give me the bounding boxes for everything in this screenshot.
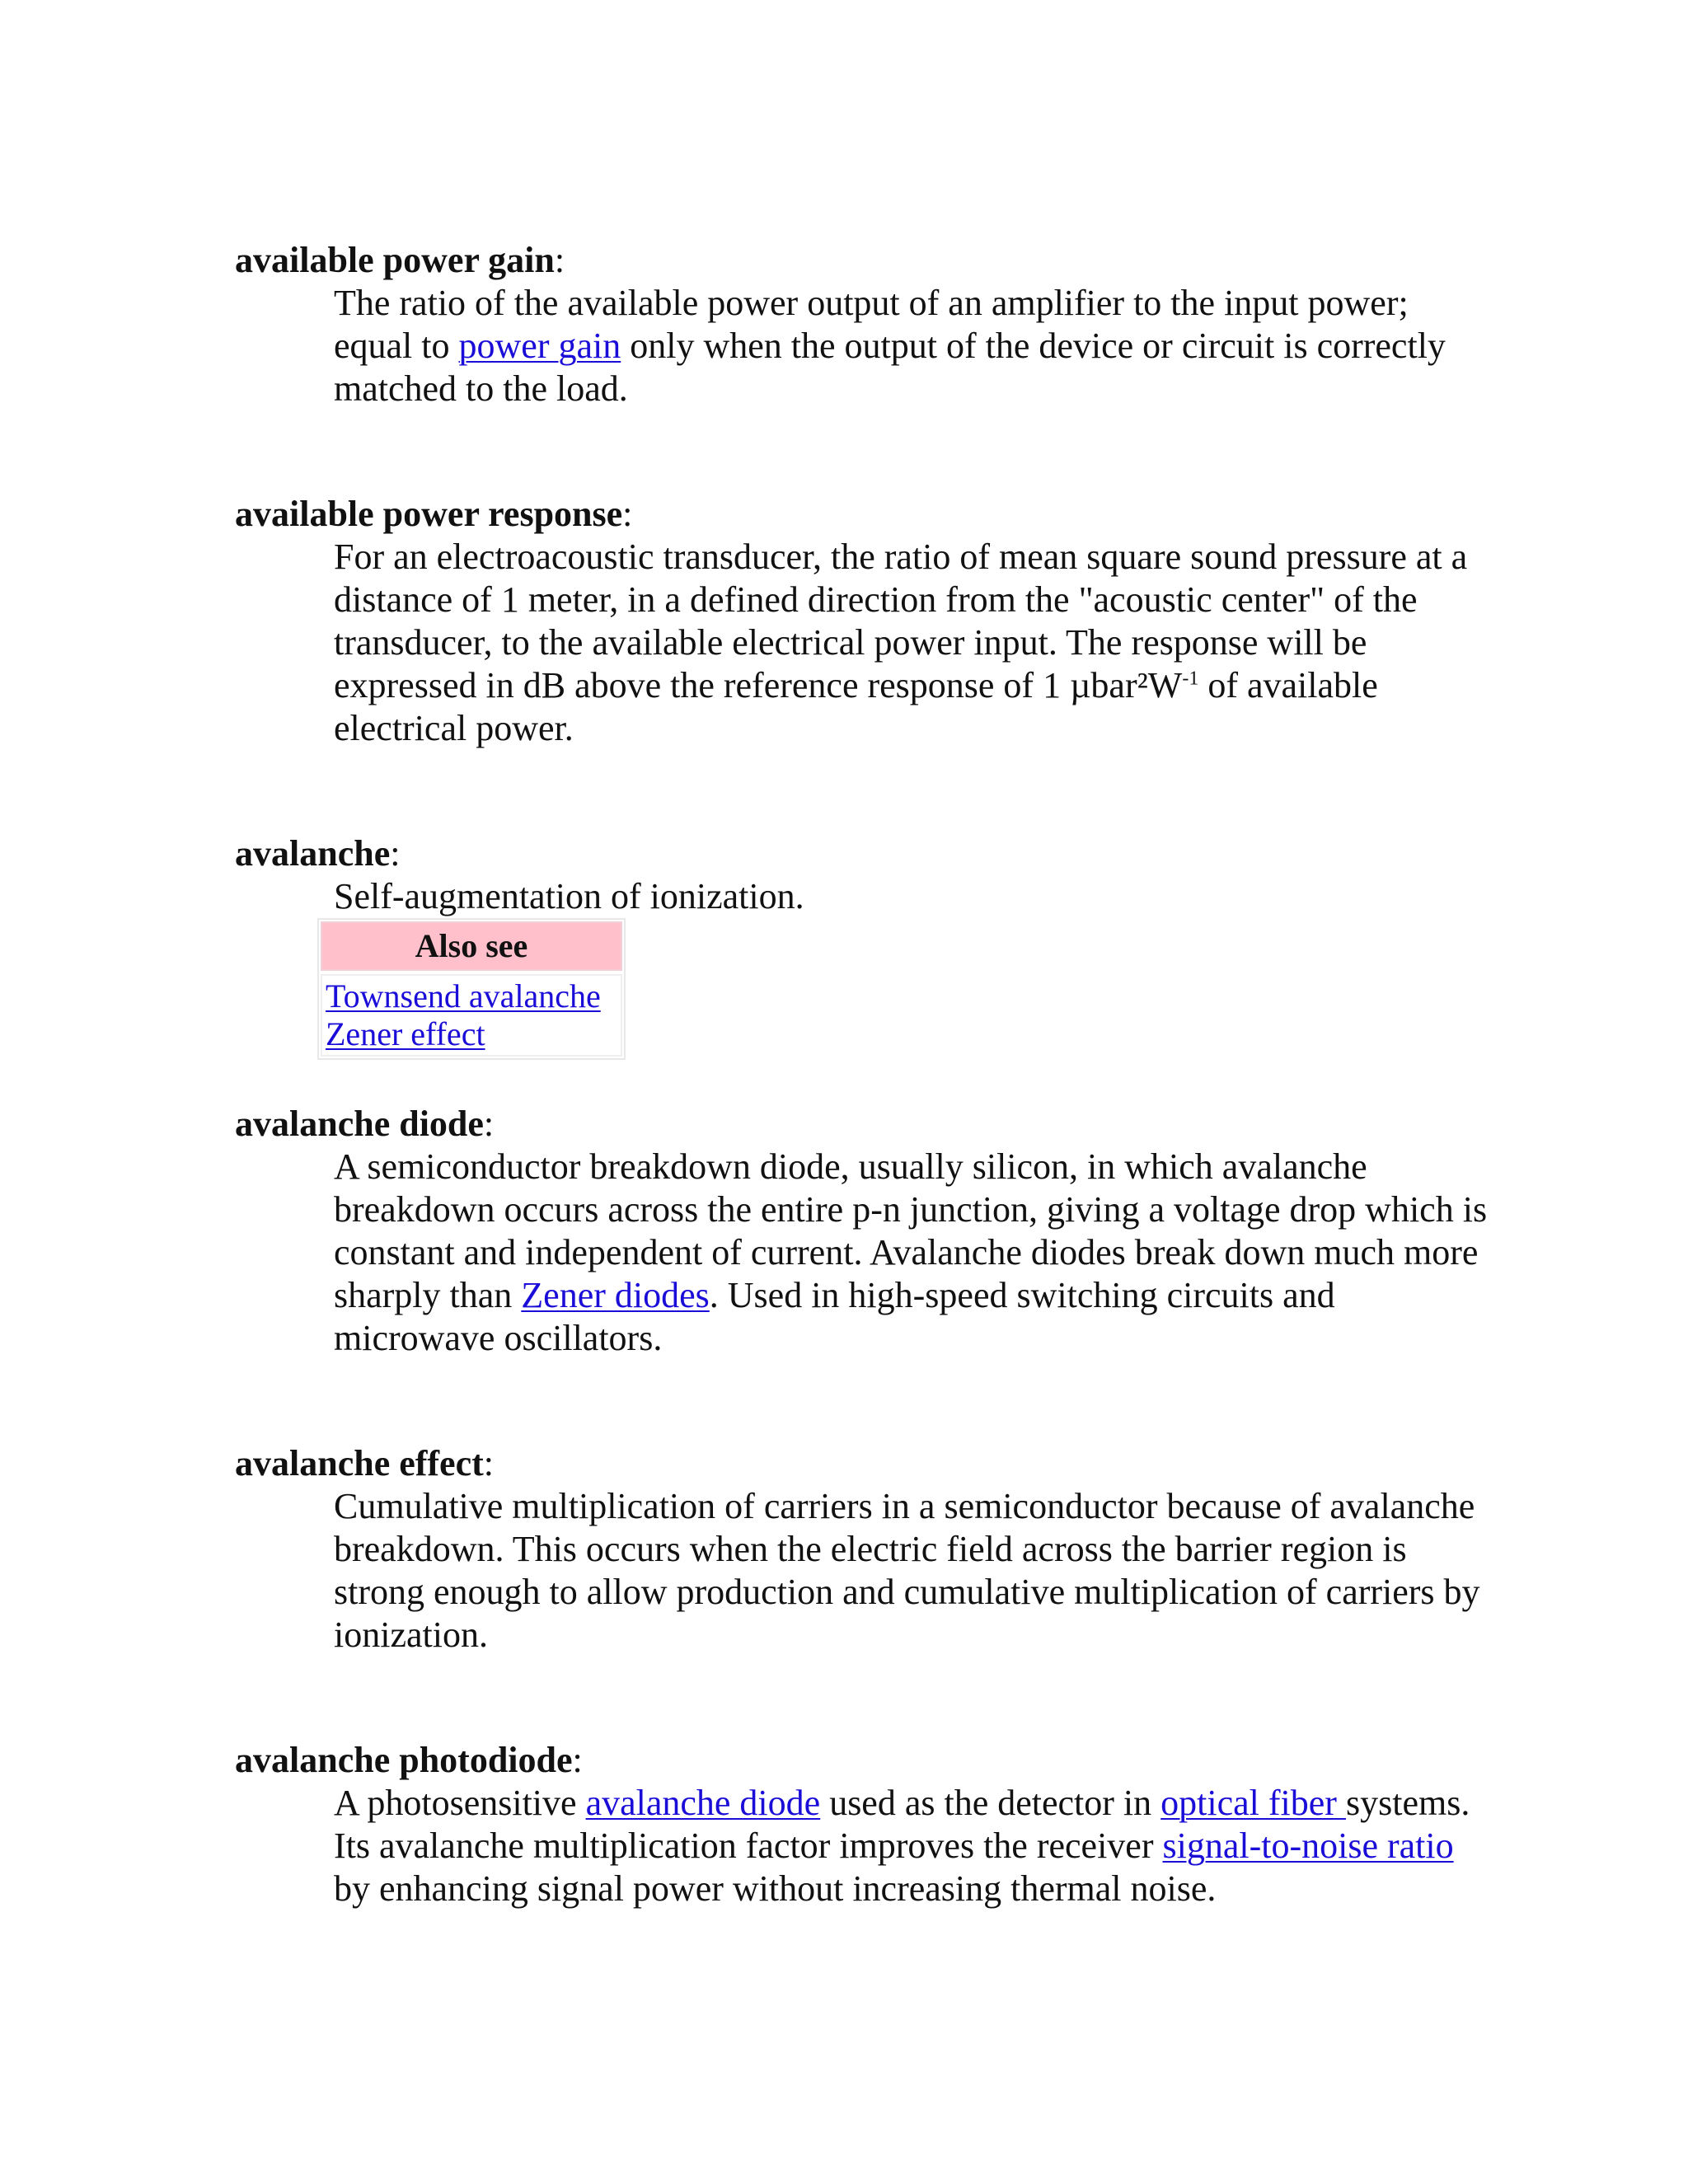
term-colon: : xyxy=(390,833,401,874)
entry-definition xyxy=(334,1782,1488,1910)
entry-definition xyxy=(334,875,1488,918)
entry-term xyxy=(235,1103,1488,1146)
spacer xyxy=(235,1060,1488,1103)
entry-definition xyxy=(334,1485,1488,1657)
spacer xyxy=(235,1360,1488,1442)
term-text: avalanche diode xyxy=(235,1104,484,1144)
link-signal-to-noise-ratio[interactable]: signal-to-noise ratio xyxy=(1162,1825,1454,1866)
definition-text: For an electroacoustic transducer, the ratio of mean square sound pressure at a distance of 1 meter, in a defined direction from the "acoustic center" of the transducer, to the available electrical power input. The response will be expressed in dB above the reference response of 1 µbar²W xyxy=(334,537,1468,705)
definition-text: used as the detector in xyxy=(820,1783,1161,1823)
definition-text: A semiconductor breakdown diode, usually silicon, in which avalanche breakdown occurs across the entire p-n junction, giving a voltage drop which is constant and independent of current. Avalanche diodes break down much more sharply than xyxy=(334,1146,1488,1315)
definition-text: Self-augmentation of ionization. xyxy=(334,876,804,916)
also-see-box xyxy=(317,918,626,1060)
glossary-entry xyxy=(235,493,1488,750)
definition-text: by enhancing signal power without increasing thermal noise. xyxy=(334,1868,1217,1909)
definition-text: The ratio of the available power output of an amplifier to the input power; equal to xyxy=(334,283,1409,366)
definition-text: systems. Its avalanche multiplication factor improves the receiver xyxy=(334,1783,1470,1866)
superscript: -1 xyxy=(1182,668,1199,690)
link-zener-effect[interactable]: Zener effect xyxy=(326,1015,485,1052)
entry-definition xyxy=(334,536,1488,750)
definition-text: A photosensitive xyxy=(334,1783,586,1823)
entry-term xyxy=(235,832,1488,875)
term-colon: : xyxy=(554,240,565,280)
term-colon: : xyxy=(572,1740,583,1780)
link-power-gain[interactable]: power gain xyxy=(458,326,621,366)
term-colon: : xyxy=(483,1104,495,1144)
link-zener-diodes[interactable]: Zener diodes xyxy=(521,1275,710,1315)
definition-text: Cumulative multiplication of carriers in a semiconductor because of avalanche breakdown. This occurs when the electric field across the barrier region is strong enough to allow production and cumulative multiplication of carriers by ionization. xyxy=(334,1486,1480,1655)
glossary-entry xyxy=(235,239,1488,410)
entry-definition xyxy=(334,282,1488,410)
spacer xyxy=(235,410,1488,493)
definition-text: of available electrical power. xyxy=(334,665,1378,748)
entry-definition xyxy=(334,1146,1488,1360)
glossary-entry xyxy=(235,1103,1488,1360)
definition-text: only when the output of the device or circuit is correctly matched to the load. xyxy=(334,326,1446,409)
glossary-entry xyxy=(235,1739,1488,1910)
entry-term xyxy=(235,1442,1488,1485)
term-text: avalanche photodiode xyxy=(235,1740,573,1780)
term-text: avalanche effect xyxy=(235,1443,484,1483)
term-colon: : xyxy=(483,1443,495,1483)
link-optical-fiber[interactable]: optical fiber xyxy=(1160,1783,1346,1823)
entry-term xyxy=(235,1739,1488,1782)
link-townsend-avalanche[interactable]: Townsend avalanche xyxy=(326,977,601,1015)
definition-text: . Used in high-speed switching circuits and microwave oscillators. xyxy=(334,1275,1335,1358)
also-see-links xyxy=(321,974,622,1057)
term-text: avalanche xyxy=(235,833,391,874)
spacer xyxy=(235,750,1488,832)
entry-term xyxy=(235,493,1488,536)
link-avalanche-diode[interactable]: avalanche diode xyxy=(585,1783,821,1823)
glossary-page xyxy=(235,239,1488,1910)
also-see-title: Also see xyxy=(321,921,622,971)
term-text: available power gain xyxy=(235,240,555,280)
term-colon: : xyxy=(622,494,633,534)
glossary-entry xyxy=(235,832,1488,1060)
term-text: available power response xyxy=(235,494,623,534)
glossary-entry xyxy=(235,1442,1488,1657)
spacer xyxy=(235,1657,1488,1739)
entry-term xyxy=(235,239,1488,282)
